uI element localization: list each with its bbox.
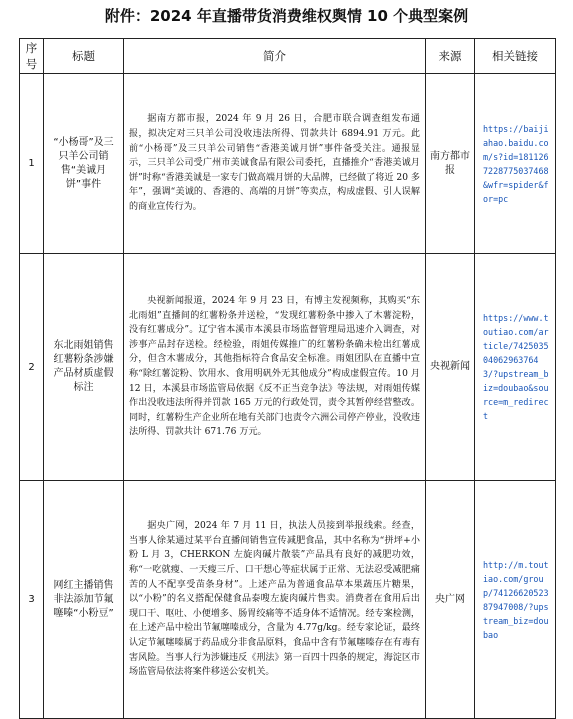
cases-table <box>19 38 556 719</box>
header-index: 序号 <box>20 39 44 74</box>
table-row <box>20 74 556 254</box>
row-index: 3 <box>20 481 44 719</box>
row-title: “小杨哥”及三只羊公司销售“美诚月饼”事件 <box>44 74 124 254</box>
header-link: 相关链接 <box>475 39 556 74</box>
row-summary: 央视新闻报道，2024 年 9 月 23 日，有博主发视频称，其购买“东北雨姐”直播间的红薯粉条并送检，“发现红薯粉条中掺入了木薯淀粉，没有红薯成分”。辽宁省本溪市本溪县市场监督管理局迅速介入调查，对涉事产品封存送检。经检验，雨姐传媒推广的红薯粉条确未检出红薯成分，但含木薯成分，其他指标符合食品安全标准。雨姐团队在直播中宣称“除红薯淀粉、饮用水、食用明矾外无其他成分”构成虚假宣传。10 月 12 日，本溪县市场监管局依据《反不正当竞争法》等法规，对雨姐传媒作出没收违法所得并罚款 165 万元的行政处罚，责令其暂停经营整改。同时，红薯粉生产企业所在地有关部门也责令六洲公司停产停业，没收违法所得、罚款共计 671.76 万元。 <box>124 254 426 481</box>
row-index: 2 <box>20 254 44 481</box>
row-link[interactable]: https://www.toutiao.com/article/7425035040629637643/?upstream_biz=doubao&source=m_redirect <box>483 313 549 421</box>
header-summary: 简介 <box>124 39 426 74</box>
row-source: 央广网 <box>426 481 475 719</box>
header-source: 来源 <box>426 39 475 74</box>
row-link-cell <box>475 74 556 254</box>
row-source: 南方都市报 <box>426 74 475 254</box>
row-title: 东北雨姐销售红薯粉条涉嫌产品材质虚假标注 <box>44 254 124 481</box>
row-link-cell <box>475 481 556 719</box>
header-title: 标题 <box>44 39 124 74</box>
document-title: 附件：2024 年直播带货消费维权舆情 10 个典型案例 <box>104 7 469 25</box>
row-source: 央视新闻 <box>426 254 475 481</box>
table-row <box>20 481 556 719</box>
row-title: 网红主播销售非法添加节氟噻嗪“小粉豆” <box>44 481 124 719</box>
row-summary: 据南方都市报，2024 年 9 月 26 日，合肥市联合调查组发布通报，拟决定对三只羊公司没收违法所得、罚款共计 6894.91 万元。此前“小杨哥”及三只羊公司销售“香港美诚月饼”事件备受关注。通报显示，三只羊公司受广州市美诚食品有限公司委托，直播推介“香港美诚月饼”时称“香港美诚是一家专门做高端月饼的大品牌，已经做了将近 20 多年”，强调“美诚的、香港的、高端的月饼”等卖点，构成虚假、引人误解的商业宣传行为。 <box>124 74 426 254</box>
row-link-cell <box>475 254 556 481</box>
table-row <box>20 254 556 481</box>
row-summary: 据央广网，2024 年 7 月 11 日，执法人员接到举报线索。经查，当事人徐某通过某平台直播间销售宣传减肥食品，其中名称为“拼坪+小粉 L 月 3，CHERKON 左旋肉碱片散装”产品具有良好的减肥功效，称“一吃就瘦、一天瘦三斤、口干想心等症状属于正常、无法忍受减肥痛苦的人不配享受苗条身材”。上述产品为普通食品草本果蔬压片糖果，以“小粉”的名义搭配保健食品泰嗖左旋肉碱片售卖。消费者在食用后出现口干、呕吐、小便增多、肠胃绞痛等不适身体不适情况。经专案检测，在上述产品中检出节氟噻嗪成分，含量为 4.77g/kg。经专家论证，最终认定节氟噻嗪属于药品成分非食品原料，食品中含有节氟噻嗪存在有毒有害风险。当事人行为涉嫌违反《刑法》第一百四十四条的规定，海淀区市场监管局依法将案件移送公安机关。 <box>124 481 426 719</box>
row-link[interactable]: http://m.toutiao.com/group/7412662052387947008/?upstream_biz=doubao <box>483 559 549 640</box>
table-header-row <box>20 39 556 74</box>
row-link[interactable]: https://baijiahao.baidu.com/s?id=1811267228775037468&wfr=spider&for=pc <box>483 123 549 204</box>
row-index: 1 <box>20 74 44 254</box>
